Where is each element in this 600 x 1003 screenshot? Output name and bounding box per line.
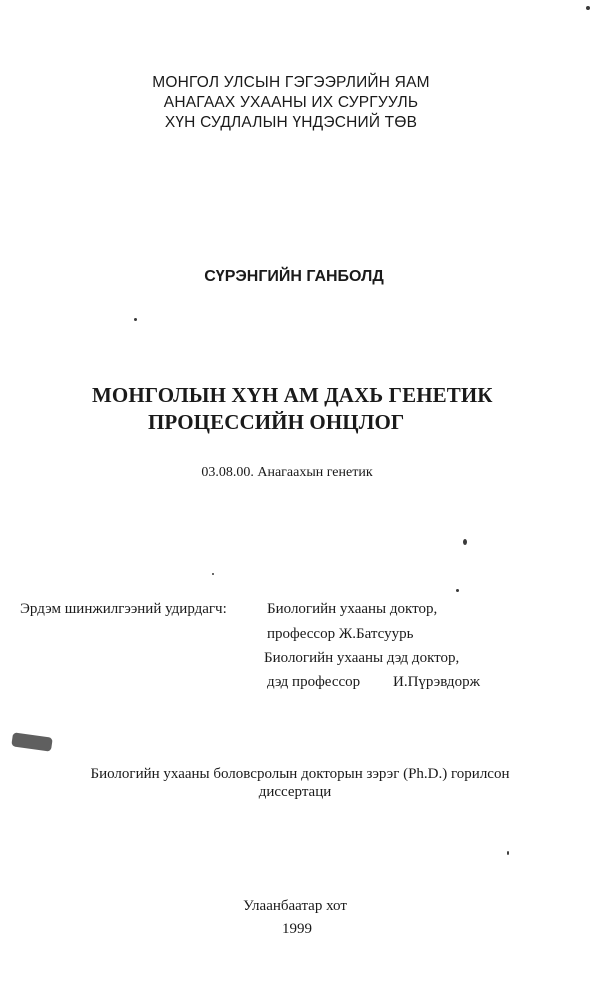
institution-line-3: ХҮН СУДЛАЛЫН ҮНДЭСНИЙ ТӨВ (164, 114, 418, 131)
title-line-1: МОНГОЛЫН ХҮН АМ ДАХЬ ГЕНЕТИК (92, 383, 493, 407)
supervisor-2-name: И.Пүрэвдорж (393, 674, 480, 690)
title-line-2: ПРОЦЕССИЙН ОНЦЛОГ (148, 410, 405, 434)
supervisor-2-degree: Биологийн ухааны дэд доктор, (264, 650, 460, 666)
degree-line-2: диссертаци (258, 784, 332, 800)
scan-speck (456, 589, 459, 592)
supervisors-label: Эрдэм шинжилгээний удирдагч: (20, 601, 227, 617)
author-name: СҮРЭНГИЙН ГАНБОЛД (204, 268, 384, 285)
place-name: Улаанбаатар хот (243, 898, 347, 914)
scan-smudge (11, 732, 53, 751)
publication-year: 1999 (282, 921, 312, 937)
scan-speck (212, 573, 214, 575)
supervisor-1-name: профессор Ж.Батсуурь (267, 626, 414, 642)
scan-speck (507, 851, 509, 855)
scan-speck (134, 318, 137, 321)
institution-line-2: АНАГААХ УХААНЫ ИХ СУРГУУЛЬ (163, 94, 419, 111)
institution-line-1: МОНГОЛ УЛСЫН ГЭГЭЭРЛИЙН ЯАМ (152, 74, 430, 91)
supervisor-2-title: дэд профессор (267, 674, 361, 690)
degree-line-1: Биологийн ухааны боловсролын докторын зэрэг (Ph.D.) горилсон (90, 766, 510, 782)
supervisor-1-degree: Биологийн ухааны доктор, (267, 601, 438, 617)
scan-speck (463, 539, 467, 545)
specialty-code: 03.08.00. Анагаахын генетик (201, 465, 373, 480)
scan-speck (586, 6, 590, 10)
